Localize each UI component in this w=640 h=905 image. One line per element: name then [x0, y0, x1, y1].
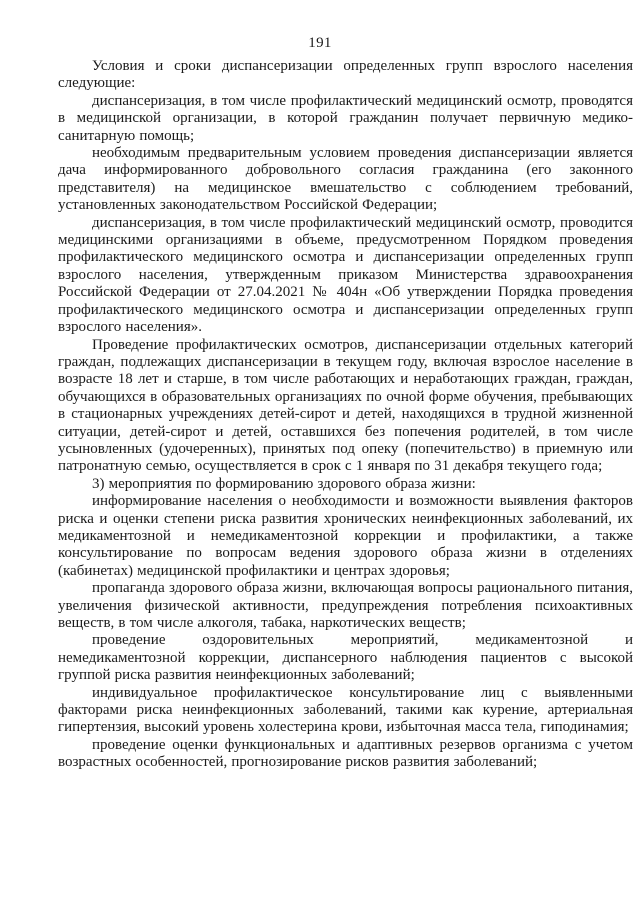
para-individual-counseling: индивидуальное профилактическое консультирование лиц с выявленными факторами риска неинфекционных заболеваний, такими как курение, артериальная гипертензия, высокий уровень холестерина крови, избыточная масса тела, гиподинамия; [58, 684, 633, 736]
para-functional-reserves-assessment: проведение оценки функциональных и адаптивных резервов организма с учетом возрастных особенностей, прогнозирование рисков развития заболеваний; [58, 736, 633, 771]
para-item-3-healthy-lifestyle-heading: 3) мероприятия по формированию здорового образа жизни: [92, 475, 476, 492]
para-health-improvement-activities: проведение оздоровительных мероприятий, медикаментозной и немедикаментозной коррекции, диспансерного наблюдения пациентов с высокой группой риска развития неинфекционных заболеваний; [58, 632, 633, 684]
para-dispanserization-order-404n: диспансеризация, в том числе профилактический медицинский осмотр, проводится медицинскими организациями в объеме, предусмотренном Порядком проведения профилактического медицинского осмотра и диспансеризации определенных групп взрослого населения, утвержденным приказом Министерства здравоохранения Российской Федерации от 27.04.2021 № 404н «Об утверждении Порядка проведения профилактического медицинского осмотра и диспансеризации определенных групп взрослого населения». [58, 214, 633, 336]
document-body [58, 58, 633, 772]
page-number: 191 [308, 35, 332, 51]
para-coverage-categories: Проведение профилактических осмотров, диспансеризации отдельных категорий граждан, подлежащих диспансеризации в текущем году, включая взрослое население в возрасте 18 лет и старше, в том числе работающих и неработающих граждан, граждан, обучающихся в образовательных организациях по очной форме обучения, пребывающих в стационарных учреждениях детей-сирот и детей, находящихся в трудной жизненной ситуации, детей-сирот и детей, оставшихся без попечения родителей, в том числе усыновленных (удочеренных), принятых под опеку (попечительство) в приемную или патронатную семью, осуществляется в срок с 1 января по 31 декабря текущего года; [58, 336, 633, 475]
para-lifestyle-promotion: пропаганда здорового образа жизни, включающая вопросы рационального питания, увеличения физической активности, предупреждения потребления психоактивных веществ, в том числе алкоголя, табака, наркотических веществ; [58, 580, 633, 631]
para-informing-population: информирование населения о необходимости и возможности выявления факторов риска и оценки степени риска развития хронических неинфекционных заболеваний, их медикаментозной и немедикаментозной коррекции и профилактики, а также консультирование по вопросам ведения здорового образа жизни в отделениях (кабинетах) медицинской профилактики и центрах здоровья; [58, 493, 633, 579]
para-dispanserization-location: диспансеризация, в том числе профилактический медицинский осмотр, проводятся в медицинской организации, в которой гражданин получает первичную медико-санитарную помощь; [58, 92, 633, 144]
para-conditions-intro: Условия и сроки диспансеризации определенных групп взрослого населения следующие: [58, 58, 633, 92]
para-informed-consent: необходимым предварительным условием проведения диспансеризации является дача информированного добровольного согласия гражданина (его законного представителя) на медицинское вмешательство с соблюдением требований, установленных законодательством Российской Федерации; [58, 145, 633, 214]
